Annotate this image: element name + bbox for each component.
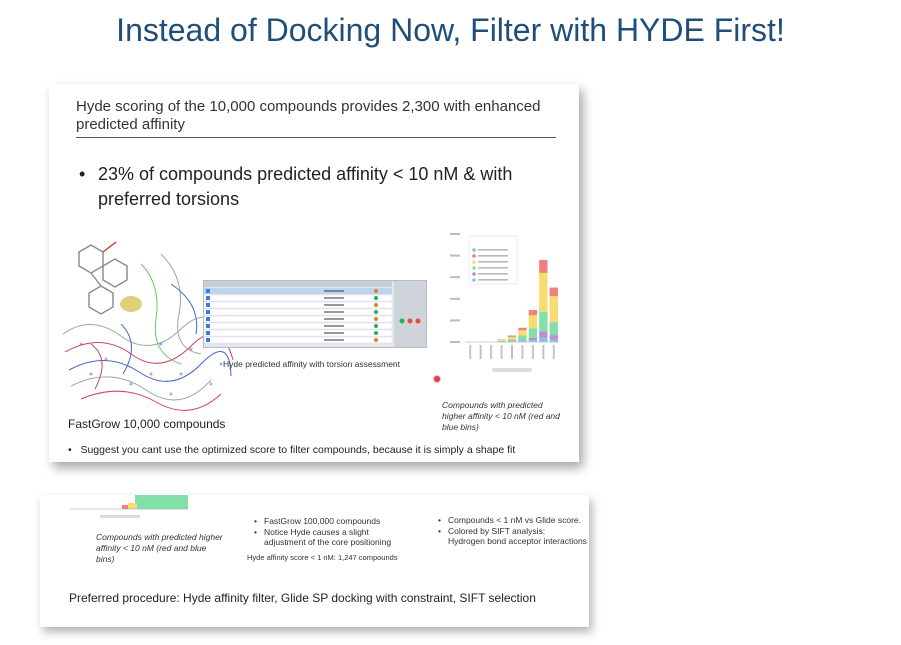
bullet-dot: • [438,525,441,536]
bar-segment-purple [529,338,537,341]
legend-swatch [472,260,476,264]
x-tick-label [553,345,555,359]
bar-segment-yellow [550,296,558,322]
x-tick-label [469,345,471,359]
y-tick-label [450,319,460,321]
bullet-dot: • [254,516,257,526]
slide-procedure [40,495,589,627]
bar-segment-red [529,310,537,315]
slide-hyde-scoring [49,84,579,462]
bar-segment-blue [529,340,537,342]
bar-segment-green [550,322,558,335]
legend-label [478,267,508,269]
list-item [438,526,588,537]
bottom-bullet [68,444,573,456]
y-tick-label [450,233,460,235]
chart-legend [469,236,517,284]
table-caption: Hyde predicted affinity with torsion assessment [223,359,401,369]
legend-swatch [472,272,476,276]
bar-segment-blue [518,341,526,342]
bar-segment-red [518,328,526,331]
bar-segment-blue [550,339,558,342]
legend-label [478,273,508,275]
bar-segment-purple [550,335,558,339]
legend-swatch [472,248,476,252]
bullet-dot: • [79,164,86,184]
pointer-dot [433,375,441,383]
y-tick-label [450,298,460,300]
bar-segment-yellow [497,340,505,341]
bar-segment-red [508,336,516,337]
list-item [254,516,404,527]
bar-segment-green [497,341,505,342]
bottom-bullet-text: Suggest you cant use the optimized score to filter compounds, because it is simply a shape fit [80,444,516,456]
main-bullet [79,162,549,212]
chart-caption: Compounds with predicted higher affinity < 10 nM (red and blue bins) [442,400,560,432]
hyde-score-note: Hyde affinity score < 1 nM: 1,247 compounds [247,553,398,562]
list-item-text: Notice Hyde causes a slight adjustment of the core positioning [264,526,392,547]
legend-label [478,261,508,263]
y-tick-label [450,255,460,257]
x-axis-selector [492,368,532,372]
mol-caption: FastGrow 10,000 compounds [68,417,226,431]
bar-segment-purple [539,331,547,337]
affinity-histogram [447,230,565,390]
bar-segment-yellow [529,315,537,328]
bullet-dot: • [254,526,257,537]
legend-swatch [472,254,476,258]
x-tick-label [480,345,482,359]
x-tick-label [521,345,523,359]
middle-list [254,516,404,548]
list-item [254,527,404,548]
y-tick-label [450,341,460,343]
bar-segment-yellow [518,330,526,335]
x-tick-label [532,345,534,359]
bar-segment-blue [539,338,547,342]
bar-segment-yellow [508,337,516,340]
list-item-text: FastGrow 100,000 compounds [264,516,381,526]
title-divider [76,137,556,138]
list-item-text: Compounds < 1 nM vs Glide score. [448,515,581,525]
x-tick-label [490,345,492,359]
x-tick-label [511,345,513,359]
legend-label [478,279,508,281]
list-item-text: Colored by SIFT analysis: [448,525,546,536]
bar-segment-red [550,288,558,297]
x-tick-label [542,345,544,359]
legend-label [478,249,508,251]
y-tick-label [450,276,460,278]
x-tick-label [501,345,503,359]
bar-segment-green [539,312,547,331]
bullet-dot: • [438,515,441,525]
right-list [438,515,588,547]
legend-label [478,255,508,257]
bar-segment-green [529,328,537,338]
list-sub-item: Hydrogen bond acceptor interactions [448,536,587,546]
bar-segment-yellow [539,273,547,312]
page-title: Instead of Docking Now, Filter with HYDE First! [116,12,785,48]
compound-table-image [203,280,427,348]
bar-segment-green [508,339,516,341]
list-item [438,515,588,526]
bullet-dot: • [68,444,72,456]
fragment-chart-caption: Compounds with predicted higher affinity < 10 nM (red and blue bins) [96,532,223,564]
main-bullet-text: 23% of compounds predicted affinity < 10 nM & with preferred torsions [98,164,513,209]
histogram-fragment [70,495,188,521]
bar-segment-purple [518,340,526,341]
bar-segment-green [518,336,526,341]
bar-segment-red [539,260,547,273]
preferred-procedure: Preferred procedure: Hyde affinity filter, Glide SP docking with constraint, SIFT selection [69,591,536,605]
compound-table-rows [204,281,426,347]
slide-title: Hyde scoring of the 10,000 compounds provides 2,300 with enhanced predicted affinity [76,98,541,133]
legend-swatch [472,278,476,282]
legend-swatch [472,266,476,270]
